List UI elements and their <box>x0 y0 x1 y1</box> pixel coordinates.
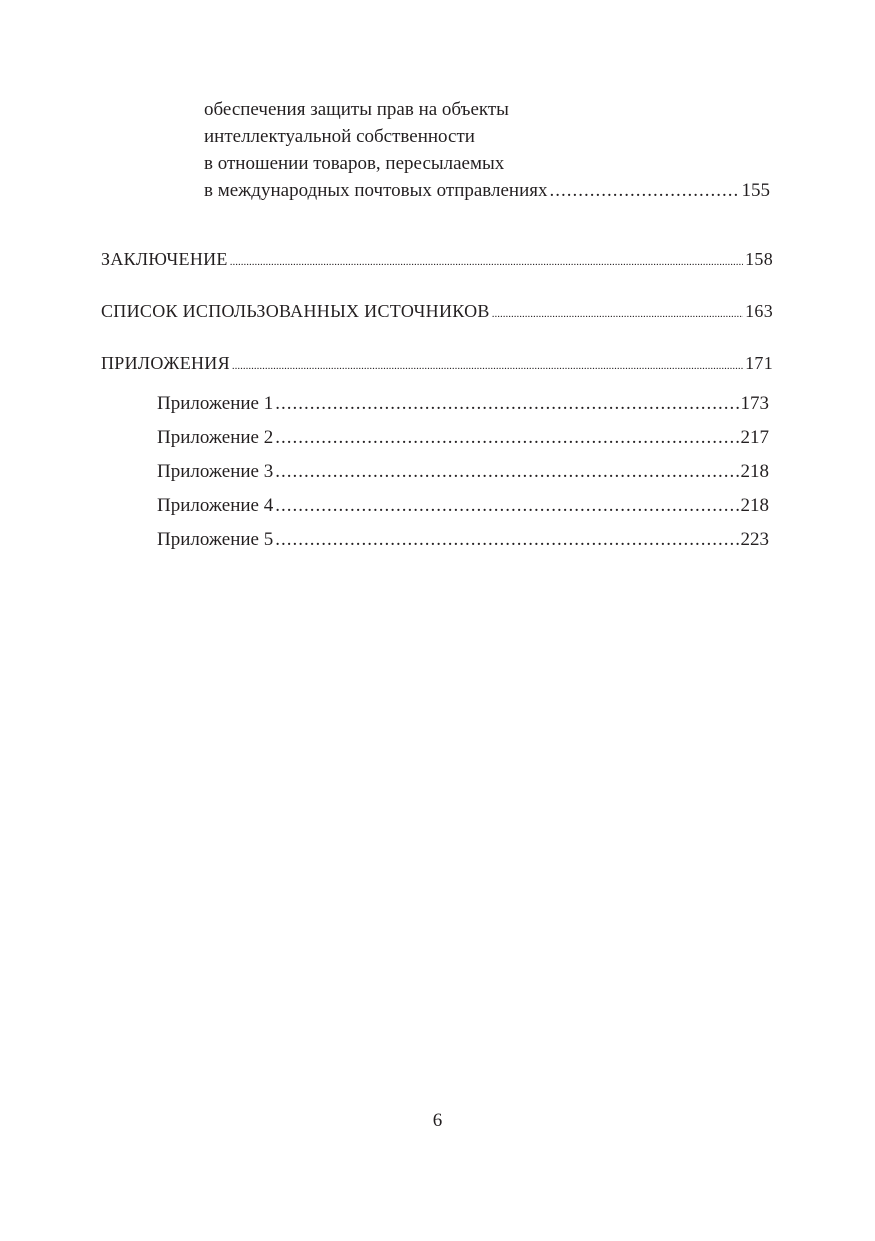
toc-page-number: 217 <box>740 427 769 448</box>
toc-page-number: 223 <box>740 529 769 550</box>
page-number-footer: 6 <box>432 1110 443 1131</box>
toc-entry-line: интеллектуальной собственности <box>204 126 475 147</box>
dot-leader <box>275 427 738 449</box>
toc-page-number: 218 <box>740 495 769 516</box>
toc-entry-appendix-4 <box>157 495 769 517</box>
dot-leader <box>275 393 738 415</box>
toc-entry-title: Приложение 3 <box>157 461 274 482</box>
toc-page-number: 173 <box>740 393 769 414</box>
toc-entry-appendices <box>101 353 773 374</box>
toc-entry-title: в международных почтовых отправлениях <box>204 180 548 201</box>
toc-entry-title: Приложение 1 <box>157 393 274 414</box>
toc-entry-appendix-3 <box>157 461 769 483</box>
toc-entry-title: ЗАКЛЮЧЕНИЕ <box>101 249 228 269</box>
toc-entry-title: Приложение 5 <box>157 529 274 550</box>
toc-entry-title: ПРИЛОЖЕНИЯ <box>101 353 230 373</box>
toc-entry-sources <box>101 301 773 322</box>
dot-leader <box>232 353 743 374</box>
toc-entry-appendix-5 <box>157 529 769 551</box>
toc-entry-conclusion <box>101 249 773 270</box>
toc-entry-last-line <box>204 177 770 204</box>
dot-leader <box>492 301 743 322</box>
toc-entry-title: СПИСОК ИСПОЛЬЗОВАННЫХ ИСТОЧНИКОВ <box>101 301 490 321</box>
toc-entry-title: Приложение 2 <box>157 427 274 448</box>
toc-entry-appendix-2 <box>157 427 769 449</box>
toc-entry-title: Приложение 4 <box>157 495 274 516</box>
toc-entry-appendix-1 <box>157 393 769 415</box>
dot-leader <box>275 529 738 551</box>
toc-page-number: 158 <box>745 249 773 269</box>
toc-entry-line: в отношении товаров, пересылаемых <box>204 153 505 174</box>
dot-leader <box>550 177 740 204</box>
toc-page-number: 171 <box>745 353 773 373</box>
toc-page-number: 218 <box>740 461 769 482</box>
toc-continued-entry <box>204 96 770 204</box>
toc-page-number: 155 <box>741 180 770 201</box>
toc-entry-line: обеспечения защиты прав на объекты <box>204 99 509 120</box>
dot-leader <box>275 495 738 517</box>
dot-leader <box>275 461 738 483</box>
toc-page-number: 163 <box>745 301 773 321</box>
dot-leader <box>230 249 743 270</box>
